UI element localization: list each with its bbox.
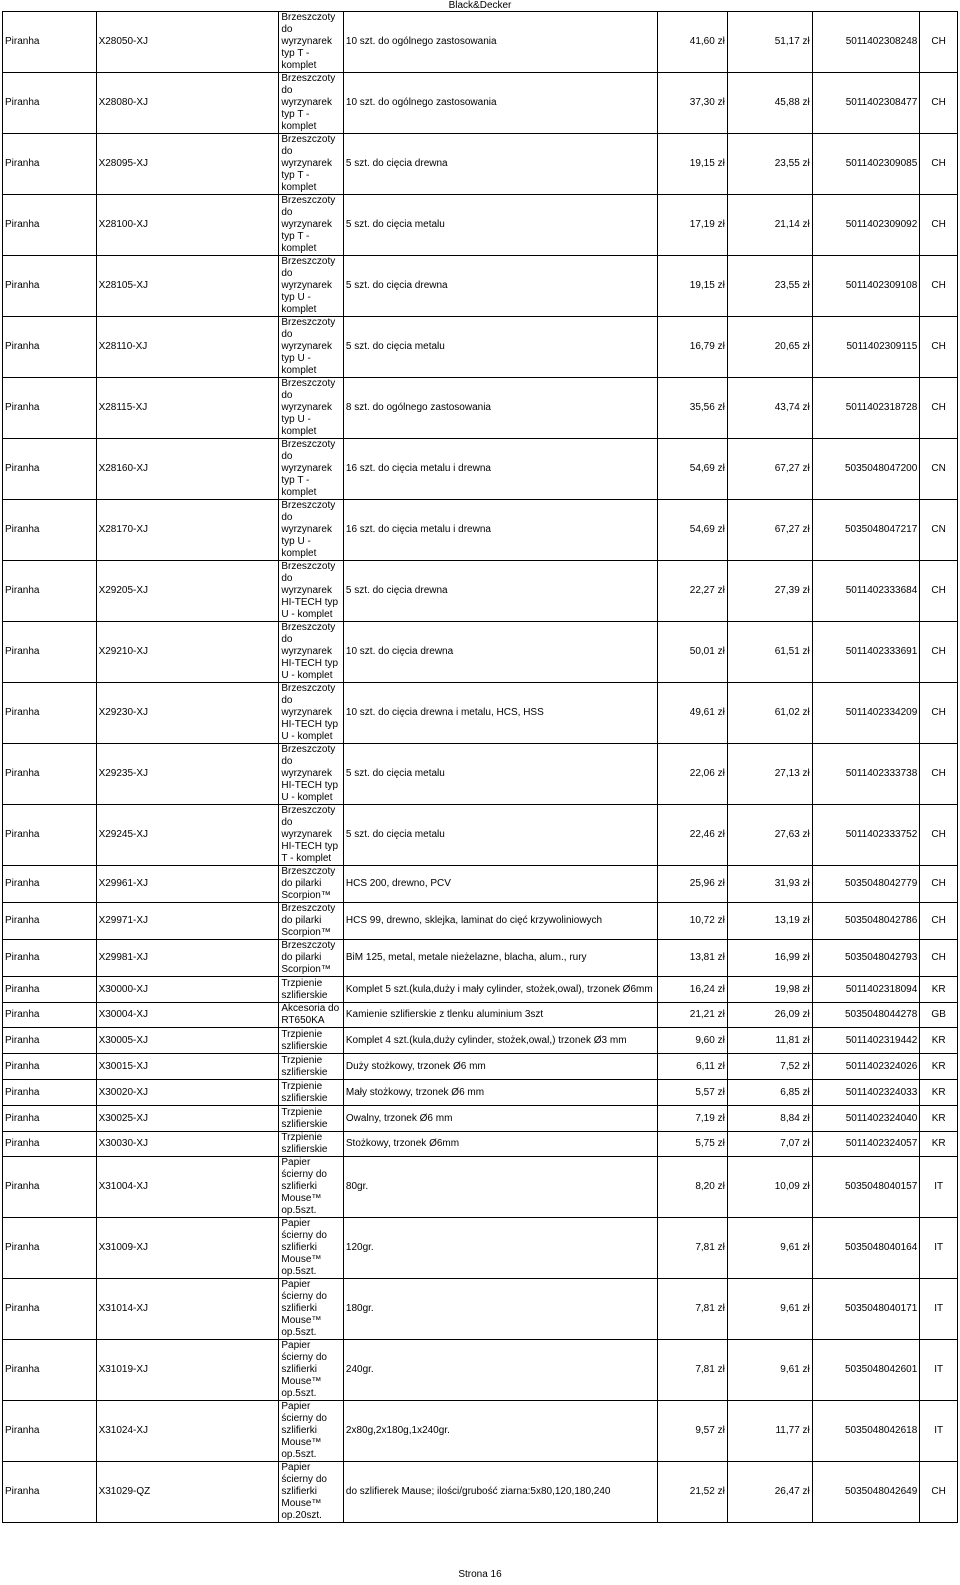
table-row bbox=[3, 1462, 958, 1523]
brand-cell: Piranha bbox=[3, 903, 97, 940]
gross-price: 11,81 zł bbox=[727, 1028, 812, 1054]
net-price: 7,19 zł bbox=[657, 1106, 727, 1132]
product-details: 10 szt. do ogólnego zastosowania bbox=[343, 12, 657, 73]
table-row bbox=[3, 256, 958, 317]
brand-cell: Piranha bbox=[3, 195, 97, 256]
country-of-origin: CH bbox=[920, 73, 958, 134]
product-description: Brzeszczoty do pilarki Scorpion™ bbox=[279, 903, 344, 940]
gross-price: 7,52 zł bbox=[727, 1054, 812, 1080]
ean-code: 5035048042618 bbox=[812, 1401, 920, 1462]
product-description: Trzpienie szlifierskie bbox=[279, 1132, 344, 1157]
country-of-origin: CH bbox=[920, 195, 958, 256]
document-header: Black&Decker bbox=[448, 0, 512, 11]
country-of-origin: CH bbox=[920, 866, 958, 903]
ean-code: 5011402334209 bbox=[812, 683, 920, 744]
table-row bbox=[3, 195, 958, 256]
ean-code: 5011402324040 bbox=[812, 1106, 920, 1132]
brand-cell: Piranha bbox=[3, 561, 97, 622]
product-details: 5 szt. do cięcia drewna bbox=[343, 134, 657, 195]
gross-price: 31,93 zł bbox=[727, 866, 812, 903]
gross-price: 20,65 zł bbox=[727, 317, 812, 378]
country-of-origin: CH bbox=[920, 561, 958, 622]
brand-cell: Piranha bbox=[3, 1340, 97, 1401]
net-price: 54,69 zł bbox=[657, 500, 727, 561]
product-code: X31029-QZ bbox=[96, 1462, 279, 1523]
table-row bbox=[3, 73, 958, 134]
product-code: X28095-XJ bbox=[96, 134, 279, 195]
product-details: BiM 125, metal, metale nieżelazne, blacha, alum., rury bbox=[343, 940, 657, 977]
country-of-origin: IT bbox=[920, 1218, 958, 1279]
net-price: 22,46 zł bbox=[657, 805, 727, 866]
net-price: 19,15 zł bbox=[657, 256, 727, 317]
product-code: X30000-XJ bbox=[96, 977, 279, 1003]
ean-code: 5011402308248 bbox=[812, 12, 920, 73]
gross-price: 9,61 zł bbox=[727, 1340, 812, 1401]
brand-cell: Piranha bbox=[3, 1157, 97, 1218]
product-description: Papier ścierny do szlifierki Mouse™ op.5szt. bbox=[279, 1340, 344, 1401]
net-price: 6,11 zł bbox=[657, 1054, 727, 1080]
gross-price: 27,63 zł bbox=[727, 805, 812, 866]
country-of-origin: KR bbox=[920, 1106, 958, 1132]
product-details: 10 szt. do cięcia drewna i metalu, HCS, HSS bbox=[343, 683, 657, 744]
product-description: Brzeszczoty do wyrzynarek typ U - komplet bbox=[279, 378, 344, 439]
table-row bbox=[3, 378, 958, 439]
product-description: Trzpienie szlifierskie bbox=[279, 977, 344, 1003]
brand-cell: Piranha bbox=[3, 1054, 97, 1080]
ean-code: 5035048044278 bbox=[812, 1003, 920, 1028]
product-description: Papier ścierny do szlifierki Mouse™ op.5szt. bbox=[279, 1218, 344, 1279]
product-details: HCS 200, drewno, PCV bbox=[343, 866, 657, 903]
table-row bbox=[3, 744, 958, 805]
gross-price: 9,61 zł bbox=[727, 1279, 812, 1340]
product-details: Komplet 4 szt.(kula,duży cylinder, stożek,owal,) trzonek Ø3 mm bbox=[343, 1028, 657, 1054]
product-description: Brzeszczoty do pilarki Scorpion™ bbox=[279, 866, 344, 903]
product-details: 5 szt. do cięcia metalu bbox=[343, 744, 657, 805]
price-list-table bbox=[2, 11, 958, 1523]
brand-cell: Piranha bbox=[3, 683, 97, 744]
table-row bbox=[3, 1157, 958, 1218]
table-row bbox=[3, 622, 958, 683]
gross-price: 27,39 zł bbox=[727, 561, 812, 622]
ean-code: 5011402333738 bbox=[812, 744, 920, 805]
net-price: 17,19 zł bbox=[657, 195, 727, 256]
brand-cell: Piranha bbox=[3, 1028, 97, 1054]
table-row bbox=[3, 1340, 958, 1401]
product-description: Trzpienie szlifierskie bbox=[279, 1106, 344, 1132]
ean-code: 5035048040157 bbox=[812, 1157, 920, 1218]
product-code: X29205-XJ bbox=[96, 561, 279, 622]
country-of-origin: KR bbox=[920, 977, 958, 1003]
net-price: 8,20 zł bbox=[657, 1157, 727, 1218]
brand-cell: Piranha bbox=[3, 317, 97, 378]
ean-code: 5035048040164 bbox=[812, 1218, 920, 1279]
product-code: X29971-XJ bbox=[96, 903, 279, 940]
product-description: Brzeszczoty do wyrzynarek HI-TECH typ U - komplet bbox=[279, 683, 344, 744]
ean-code: 5011402309085 bbox=[812, 134, 920, 195]
ean-code: 5011402309115 bbox=[812, 317, 920, 378]
product-code: X29981-XJ bbox=[96, 940, 279, 977]
table-row bbox=[3, 561, 958, 622]
brand-cell: Piranha bbox=[3, 622, 97, 683]
ean-code: 5011402318728 bbox=[812, 378, 920, 439]
product-code: X28050-XJ bbox=[96, 12, 279, 73]
table-row bbox=[3, 1401, 958, 1462]
country-of-origin: CH bbox=[920, 744, 958, 805]
product-description: Trzpienie szlifierskie bbox=[279, 1028, 344, 1054]
table-row bbox=[3, 940, 958, 977]
table-row bbox=[3, 866, 958, 903]
country-of-origin: IT bbox=[920, 1340, 958, 1401]
product-details: 80gr. bbox=[343, 1157, 657, 1218]
product-code: X30015-XJ bbox=[96, 1054, 279, 1080]
net-price: 21,21 zł bbox=[657, 1003, 727, 1028]
gross-price: 23,55 zł bbox=[727, 256, 812, 317]
country-of-origin: CH bbox=[920, 12, 958, 73]
country-of-origin: CH bbox=[920, 134, 958, 195]
table-row bbox=[3, 1054, 958, 1080]
product-details: HCS 99, drewno, sklejka, laminat do cięć krzywoliniowych bbox=[343, 903, 657, 940]
net-price: 19,15 zł bbox=[657, 134, 727, 195]
net-price: 5,57 zł bbox=[657, 1080, 727, 1106]
country-of-origin: CN bbox=[920, 500, 958, 561]
product-code: X28115-XJ bbox=[96, 378, 279, 439]
product-code: X31004-XJ bbox=[96, 1157, 279, 1218]
country-of-origin: CH bbox=[920, 940, 958, 977]
brand-cell: Piranha bbox=[3, 1218, 97, 1279]
ean-code: 5011402318094 bbox=[812, 977, 920, 1003]
gross-price: 26,09 zł bbox=[727, 1003, 812, 1028]
table-row bbox=[3, 1132, 958, 1157]
product-details: 240gr. bbox=[343, 1340, 657, 1401]
product-code: X31019-XJ bbox=[96, 1340, 279, 1401]
ean-code: 5011402333684 bbox=[812, 561, 920, 622]
brand-cell: Piranha bbox=[3, 500, 97, 561]
brand-cell: Piranha bbox=[3, 977, 97, 1003]
product-description: Brzeszczoty do wyrzynarek HI-TECH typ T - komplet bbox=[279, 805, 344, 866]
ean-code: 5035048042601 bbox=[812, 1340, 920, 1401]
product-description: Brzeszczoty do wyrzynarek typ T - komplet bbox=[279, 134, 344, 195]
table-row bbox=[3, 317, 958, 378]
brand-cell: Piranha bbox=[3, 940, 97, 977]
table-row bbox=[3, 1218, 958, 1279]
brand-cell: Piranha bbox=[3, 1080, 97, 1106]
country-of-origin: IT bbox=[920, 1279, 958, 1340]
gross-price: 61,02 zł bbox=[727, 683, 812, 744]
brand-cell: Piranha bbox=[3, 73, 97, 134]
table-row bbox=[3, 805, 958, 866]
ean-code: 5011402333691 bbox=[812, 622, 920, 683]
product-code: X28080-XJ bbox=[96, 73, 279, 134]
product-description: Brzeszczoty do wyrzynarek HI-TECH typ U - komplet bbox=[279, 622, 344, 683]
product-description: Brzeszczoty do wyrzynarek typ U - komplet bbox=[279, 500, 344, 561]
gross-price: 13,19 zł bbox=[727, 903, 812, 940]
net-price: 16,24 zł bbox=[657, 977, 727, 1003]
product-code: X31014-XJ bbox=[96, 1279, 279, 1340]
product-code: X31024-XJ bbox=[96, 1401, 279, 1462]
ean-code: 5035048042649 bbox=[812, 1462, 920, 1523]
product-code: X28105-XJ bbox=[96, 256, 279, 317]
country-of-origin: CH bbox=[920, 805, 958, 866]
table-row bbox=[3, 439, 958, 500]
gross-price: 67,27 zł bbox=[727, 500, 812, 561]
country-of-origin: KR bbox=[920, 1028, 958, 1054]
product-description: Papier ścierny do szlifierki Mouse™ op.5szt. bbox=[279, 1157, 344, 1218]
product-description: Papier ścierny do szlifierki Mouse™ op.20szt. bbox=[279, 1462, 344, 1523]
product-details: Mały stożkowy, trzonek Ø6 mm bbox=[343, 1080, 657, 1106]
country-of-origin: CH bbox=[920, 317, 958, 378]
product-description: Brzeszczoty do wyrzynarek typ T - komplet bbox=[279, 195, 344, 256]
brand-cell: Piranha bbox=[3, 1401, 97, 1462]
gross-price: 61,51 zł bbox=[727, 622, 812, 683]
product-code: X28170-XJ bbox=[96, 500, 279, 561]
product-code: X31009-XJ bbox=[96, 1218, 279, 1279]
brand-cell: Piranha bbox=[3, 805, 97, 866]
brand-cell: Piranha bbox=[3, 439, 97, 500]
product-code: X29210-XJ bbox=[96, 622, 279, 683]
ean-code: 5035048042779 bbox=[812, 866, 920, 903]
net-price: 7,81 zł bbox=[657, 1218, 727, 1279]
product-description: Trzpienie szlifierskie bbox=[279, 1080, 344, 1106]
product-details: 16 szt. do cięcia metalu i drewna bbox=[343, 439, 657, 500]
product-code: X29235-XJ bbox=[96, 744, 279, 805]
product-code: X30005-XJ bbox=[96, 1028, 279, 1054]
net-price: 37,30 zł bbox=[657, 73, 727, 134]
net-price: 54,69 zł bbox=[657, 439, 727, 500]
product-description: Brzeszczoty do wyrzynarek typ U - komplet bbox=[279, 317, 344, 378]
table-row bbox=[3, 903, 958, 940]
product-details: 5 szt. do cięcia drewna bbox=[343, 256, 657, 317]
brand-cell: Piranha bbox=[3, 378, 97, 439]
product-code: X29961-XJ bbox=[96, 866, 279, 903]
gross-price: 10,09 zł bbox=[727, 1157, 812, 1218]
net-price: 5,75 zł bbox=[657, 1132, 727, 1157]
product-details: 2x80g,2x180g,1x240gr. bbox=[343, 1401, 657, 1462]
ean-code: 5011402324057 bbox=[812, 1132, 920, 1157]
gross-price: 7,07 zł bbox=[727, 1132, 812, 1157]
country-of-origin: GB bbox=[920, 1003, 958, 1028]
country-of-origin: KR bbox=[920, 1080, 958, 1106]
brand-cell: Piranha bbox=[3, 1132, 97, 1157]
ean-code: 5011402308477 bbox=[812, 73, 920, 134]
table-row bbox=[3, 1003, 958, 1028]
table-row bbox=[3, 683, 958, 744]
product-description: Brzeszczoty do wyrzynarek typ T - komplet bbox=[279, 439, 344, 500]
country-of-origin: KR bbox=[920, 1132, 958, 1157]
ean-code: 5011402324026 bbox=[812, 1054, 920, 1080]
product-details: 5 szt. do cięcia metalu bbox=[343, 805, 657, 866]
gross-price: 8,84 zł bbox=[727, 1106, 812, 1132]
table-row bbox=[3, 134, 958, 195]
ean-code: 5011402319442 bbox=[812, 1028, 920, 1054]
brand-cell: Piranha bbox=[3, 134, 97, 195]
table-row bbox=[3, 977, 958, 1003]
product-description: Trzpienie szlifierskie bbox=[279, 1054, 344, 1080]
ean-code: 5035048040171 bbox=[812, 1279, 920, 1340]
brand-cell: Piranha bbox=[3, 12, 97, 73]
gross-price: 16,99 zł bbox=[727, 940, 812, 977]
ean-code: 5011402333752 bbox=[812, 805, 920, 866]
brand-cell: Piranha bbox=[3, 256, 97, 317]
product-details: Kamienie szlifierskie z tlenku aluminium 3szt bbox=[343, 1003, 657, 1028]
gross-price: 21,14 zł bbox=[727, 195, 812, 256]
product-code: X30004-XJ bbox=[96, 1003, 279, 1028]
gross-price: 67,27 zł bbox=[727, 439, 812, 500]
product-code: X29230-XJ bbox=[96, 683, 279, 744]
product-code: X30025-XJ bbox=[96, 1106, 279, 1132]
table-row bbox=[3, 1279, 958, 1340]
product-code: X28160-XJ bbox=[96, 439, 279, 500]
product-code: X30030-XJ bbox=[96, 1132, 279, 1157]
net-price: 49,61 zł bbox=[657, 683, 727, 744]
net-price: 9,60 zł bbox=[657, 1028, 727, 1054]
ean-code: 5011402324033 bbox=[812, 1080, 920, 1106]
brand-cell: Piranha bbox=[3, 744, 97, 805]
ean-code: 5011402309092 bbox=[812, 195, 920, 256]
country-of-origin: IT bbox=[920, 1401, 958, 1462]
product-details: 120gr. bbox=[343, 1218, 657, 1279]
product-description: Brzeszczoty do wyrzynarek HI-TECH typ U - komplet bbox=[279, 561, 344, 622]
product-description: Brzeszczoty do wyrzynarek HI-TECH typ U - komplet bbox=[279, 744, 344, 805]
country-of-origin: CH bbox=[920, 1462, 958, 1523]
net-price: 16,79 zł bbox=[657, 317, 727, 378]
gross-price: 27,13 zł bbox=[727, 744, 812, 805]
country-of-origin: CH bbox=[920, 622, 958, 683]
product-details: Komplet 5 szt.(kula,duży i mały cylinder, stożek,owal), trzonek Ø6mm bbox=[343, 977, 657, 1003]
ean-code: 5035048042786 bbox=[812, 903, 920, 940]
brand-cell: Piranha bbox=[3, 1462, 97, 1523]
net-price: 21,52 zł bbox=[657, 1462, 727, 1523]
net-price: 22,27 zł bbox=[657, 561, 727, 622]
product-code: X29245-XJ bbox=[96, 805, 279, 866]
gross-price: 6,85 zł bbox=[727, 1080, 812, 1106]
product-details: do szlifierek Mause; ilości/grubość ziarna:5x80,120,180,240 bbox=[343, 1462, 657, 1523]
ean-code: 5011402309108 bbox=[812, 256, 920, 317]
gross-price: 43,74 zł bbox=[727, 378, 812, 439]
product-description: Brzeszczoty do wyrzynarek typ T - komplet bbox=[279, 12, 344, 73]
product-details: Stożkowy, trzonek Ø6mm bbox=[343, 1132, 657, 1157]
product-details: 16 szt. do cięcia metalu i drewna bbox=[343, 500, 657, 561]
product-description: Papier ścierny do szlifierki Mouse™ op.5szt. bbox=[279, 1401, 344, 1462]
product-description: Papier ścierny do szlifierki Mouse™ op.5szt. bbox=[279, 1279, 344, 1340]
brand-cell: Piranha bbox=[3, 1003, 97, 1028]
net-price: 22,06 zł bbox=[657, 744, 727, 805]
product-description: Brzeszczoty do wyrzynarek typ T - komplet bbox=[279, 73, 344, 134]
country-of-origin: IT bbox=[920, 1157, 958, 1218]
net-price: 35,56 zł bbox=[657, 378, 727, 439]
ean-code: 5035048047217 bbox=[812, 500, 920, 561]
net-price: 9,57 zł bbox=[657, 1401, 727, 1462]
country-of-origin: CN bbox=[920, 439, 958, 500]
gross-price: 45,88 zł bbox=[727, 73, 812, 134]
product-details: 5 szt. do cięcia metalu bbox=[343, 317, 657, 378]
country-of-origin: CH bbox=[920, 378, 958, 439]
table-row bbox=[3, 1080, 958, 1106]
product-details: Owalny, trzonek Ø6 mm bbox=[343, 1106, 657, 1132]
product-details: 5 szt. do cięcia metalu bbox=[343, 195, 657, 256]
product-description: Akcesoria do RT650KA bbox=[279, 1003, 344, 1028]
product-code: X30020-XJ bbox=[96, 1080, 279, 1106]
gross-price: 9,61 zł bbox=[727, 1218, 812, 1279]
net-price: 41,60 zł bbox=[657, 12, 727, 73]
ean-code: 5035048047200 bbox=[812, 439, 920, 500]
product-code: X28110-XJ bbox=[96, 317, 279, 378]
net-price: 7,81 zł bbox=[657, 1340, 727, 1401]
product-description: Brzeszczoty do pilarki Scorpion™ bbox=[279, 940, 344, 977]
net-price: 25,96 zł bbox=[657, 866, 727, 903]
table-row bbox=[3, 12, 958, 73]
country-of-origin: KR bbox=[920, 1054, 958, 1080]
product-details: 5 szt. do cięcia drewna bbox=[343, 561, 657, 622]
product-description: Brzeszczoty do wyrzynarek typ U - komplet bbox=[279, 256, 344, 317]
net-price: 10,72 zł bbox=[657, 903, 727, 940]
product-details: Duży stożkowy, trzonek Ø6 mm bbox=[343, 1054, 657, 1080]
brand-cell: Piranha bbox=[3, 1279, 97, 1340]
net-price: 7,81 zł bbox=[657, 1279, 727, 1340]
product-details: 8 szt. do ogólnego zastosowania bbox=[343, 378, 657, 439]
product-details: 10 szt. do ogólnego zastosowania bbox=[343, 73, 657, 134]
brand-cell: Piranha bbox=[3, 866, 97, 903]
country-of-origin: CH bbox=[920, 256, 958, 317]
gross-price: 19,98 zł bbox=[727, 977, 812, 1003]
gross-price: 23,55 zł bbox=[727, 134, 812, 195]
net-price: 50,01 zł bbox=[657, 622, 727, 683]
table-row bbox=[3, 1106, 958, 1132]
country-of-origin: CH bbox=[920, 683, 958, 744]
product-details: 10 szt. do cięcia drewna bbox=[343, 622, 657, 683]
product-code: X28100-XJ bbox=[96, 195, 279, 256]
net-price: 13,81 zł bbox=[657, 940, 727, 977]
table-row bbox=[3, 500, 958, 561]
ean-code: 5035048042793 bbox=[812, 940, 920, 977]
gross-price: 51,17 zł bbox=[727, 12, 812, 73]
product-details: 180gr. bbox=[343, 1279, 657, 1340]
country-of-origin: CH bbox=[920, 903, 958, 940]
table-row bbox=[3, 1028, 958, 1054]
gross-price: 26,47 zł bbox=[727, 1462, 812, 1523]
brand-cell: Piranha bbox=[3, 1106, 97, 1132]
page-number: Strona 16 bbox=[458, 1569, 502, 1580]
gross-price: 11,77 zł bbox=[727, 1401, 812, 1462]
